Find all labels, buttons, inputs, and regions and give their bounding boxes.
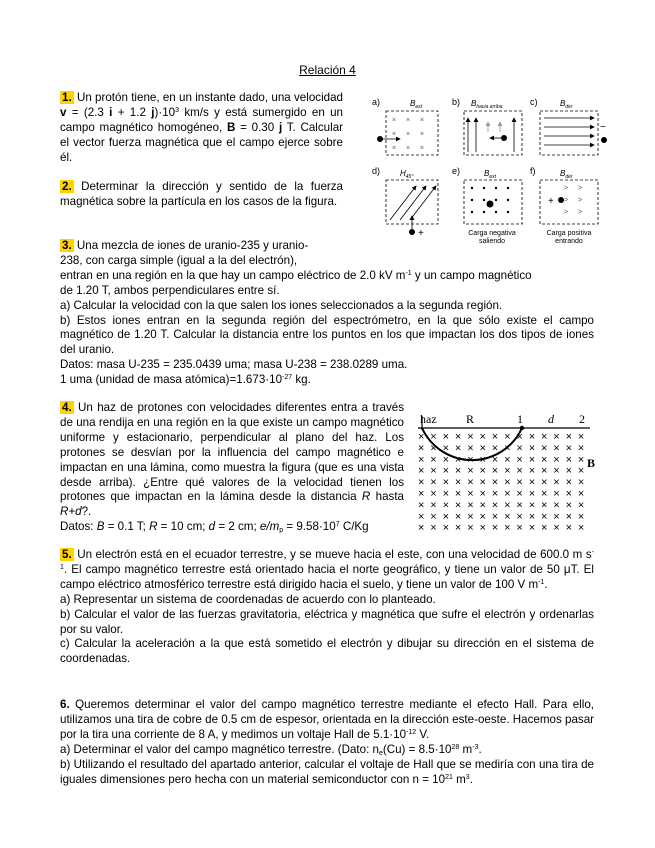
field-x-mark: × — [442, 488, 450, 500]
field-x-mark: × — [565, 510, 573, 523]
field-x-mark: × — [541, 476, 548, 489]
field-x-mark: × — [504, 442, 511, 455]
case-b-label: b) — [452, 97, 461, 107]
field-x-mark: × — [565, 488, 573, 500]
case-b-field-label: $B_{hacia arriba}$ — [471, 99, 503, 110]
field-x-mark: × — [504, 465, 511, 478]
field-x-mark: × — [454, 476, 462, 489]
case-c-label: c) — [530, 97, 538, 107]
field-x-mark: × — [541, 499, 548, 512]
field-x-mark: × — [454, 465, 462, 478]
field-x-mark: × — [577, 465, 585, 478]
svg-text:+: + — [418, 228, 424, 239]
svg-text:×: × — [406, 117, 411, 124]
field-x-mark: × — [442, 522, 450, 530]
field-x-mark: × — [541, 488, 548, 500]
field-x-mark: × — [454, 510, 462, 523]
field-x-mark: × — [479, 465, 486, 478]
field-x-mark: × — [442, 499, 450, 512]
field-x-mark: × — [504, 476, 511, 489]
field-x-mark: × — [565, 499, 573, 512]
field-x-mark: × — [467, 442, 474, 455]
field-x-mark: × — [528, 488, 536, 500]
field-x-mark: × — [541, 453, 548, 466]
field-x-mark: × — [491, 510, 499, 523]
field-x-mark: × — [528, 510, 536, 523]
field-x-mark: × — [442, 465, 450, 478]
label-B: B — [587, 456, 596, 470]
problem-number: 2. — [62, 180, 72, 193]
svg-text:>: > — [564, 209, 569, 216]
field-x-mark: × — [504, 488, 511, 500]
field-x-mark: × — [565, 431, 573, 443]
case-e-dots — [471, 187, 509, 213]
field-x-mark: × — [430, 431, 437, 443]
field-x-mark: × — [565, 465, 573, 478]
case-f-field-label: $B_{der}$ — [560, 169, 573, 180]
field-x-mark: × — [442, 510, 450, 523]
field-x-mark: × — [418, 465, 425, 478]
case-e-caption-1: Carga negativa — [468, 230, 516, 237]
case-a-field-label: $B_{ext}$ — [410, 99, 423, 110]
field-x-mark: × — [430, 453, 437, 466]
field-x-mark: × — [430, 499, 437, 512]
field-x-mark: × — [528, 465, 536, 478]
field-x-mark: × — [528, 453, 536, 466]
field-x-mark: × — [504, 431, 511, 443]
field-x-mark: × — [504, 453, 511, 466]
case-f-caption-2: entrando — [555, 238, 583, 245]
svg-text:>: > — [578, 185, 583, 192]
svg-text:−: − — [600, 122, 606, 133]
field-x-mark: × — [528, 442, 536, 455]
field-x-mark: × — [479, 453, 486, 466]
field-x-mark: × — [479, 510, 486, 523]
case-f-label: f) — [530, 166, 536, 176]
field-x-mark: × — [418, 488, 425, 500]
field-x-mark: × — [577, 431, 585, 443]
page-title: Relación 4 — [299, 63, 356, 77]
case-f-caption-1: Carga positiva — [546, 230, 592, 237]
field-x-mark: × — [467, 499, 474, 512]
field-x-mark: × — [553, 476, 560, 489]
field-x-mark: × — [553, 465, 560, 478]
field-x-mark: × — [577, 522, 585, 530]
impact-point-1 — [520, 426, 524, 430]
case-a-label: a) — [372, 97, 381, 107]
field-x-mark: × — [454, 453, 462, 466]
field-x-mark: × — [541, 442, 548, 455]
case-c-field-lines — [544, 118, 594, 145]
field-x-mark: × — [504, 499, 511, 512]
field-x-mark: × — [442, 442, 450, 455]
field-x-mark: × — [418, 431, 425, 443]
svg-text:×: × — [392, 145, 397, 152]
field-x-mark: × — [553, 522, 560, 530]
field-x-mark: × — [491, 488, 499, 500]
field-x-mark: × — [467, 488, 474, 500]
case-b-field-lines — [468, 118, 514, 152]
field-x-mark: × — [516, 476, 523, 489]
svg-text:×: × — [420, 145, 425, 152]
problem-2: 2. Determinar la dirección y sentido de la fuerza magnética sobre la partícula en los casos de la figura. — [60, 180, 343, 208]
field-x-mark: × — [491, 431, 499, 443]
svg-text:×: × — [392, 131, 397, 138]
field-x-mark: × — [467, 431, 474, 443]
field-x-mark: × — [430, 510, 437, 523]
field-x-mark: × — [442, 453, 450, 466]
label-d: d — [548, 412, 554, 426]
field-x-mark: × — [430, 476, 437, 489]
field-x-mark: × — [516, 465, 523, 478]
case-e-field-label: $B_{ext}$ — [484, 169, 497, 180]
problem-3: 3. Una mezcla de iones de uranio-235 y uranio- 238, con carga simple (igual a la del electrón), entran en una región en la que hay un campo eléctrico de 2.0 kV $m^{-1}$ y un campo magnético de 1.20 T, ambos perpendiculares entre sí. a) Calcular la velocidad con la que salen los iones seleccionados a la segunda región. b) Estos iones entran en la segunda región del espectrómetro, en la que sólo existe el campo magnético de 1.20 T. Calcular la distancia entre los puntos en los que impactan los dos tipos de iones del uranio. Datos: masa U-235 = 235.0439 uma; masa U-238 = 238.0289 uma. 1 uma (unidad de masa $atómica)=1.673\cdot 10^{-27}$ kg. — [60, 239, 594, 387]
case-e-caption-2: saliendo — [478, 238, 506, 245]
case-f-field-marks — [564, 185, 582, 216]
field-x-mark: × — [528, 476, 536, 489]
problem-number: 3. — [62, 239, 72, 252]
field-x-mark: × — [504, 522, 511, 530]
field-x-mark: × — [553, 488, 560, 500]
case-f-charge — [558, 197, 564, 203]
svg-text:×: × — [392, 117, 397, 124]
case-d-field-label: $H_{45^\circ}$ — [400, 169, 414, 180]
label-2: 2 — [579, 412, 585, 426]
field-x-mark: × — [577, 442, 585, 455]
field-x-mark: × — [418, 476, 425, 489]
field-x-mark: × — [491, 442, 499, 455]
field-x-mark: × — [418, 510, 425, 523]
problem-1: 1. Un protón tiene, en un instante dado, una velocidad v = (2.3 i + 1.2 $j)\cdot 10^3$ km/s y está sumergido en un campo magnético homogéneo, B = 0.30 j T. Calcular el vector fuerza magnética que el campo ejerce sobre él. — [60, 91, 344, 164]
field-x-mark: × — [491, 476, 499, 489]
problem-5: 5. Un electrón está en el ecuador terrestre, y se mueve hacia el este, con una velocidad de 600.0 m $s^{-1}$. El campo magnético terrestre está orientado hacia el norte geográfico, y tiene un valor de 50 μT. El campo eléctrico atmosférico terrestre está dirigido hacia el suelo, y tiene un valor de 100 V $m^{-1}$. a) Representar un sistema de coordenadas de acuerdo con lo planteado. b) Calcular el valor de las fuerzas gravitatoria, eléctrica y magnética que sufre el electrón y ordenarlas por su valor. c) Calcular la aceleración a la que está sometido el electrón y dibujar su dirección en el sistema de coordenadas. — [60, 548, 594, 666]
field-x-mark: × — [479, 431, 486, 443]
field-x-mark: × — [430, 488, 437, 500]
svg-text:>: > — [564, 197, 569, 204]
svg-text:×: × — [406, 131, 411, 138]
svg-text:×: × — [420, 131, 425, 138]
field-x-mark: × — [467, 510, 474, 523]
field-x-mark: × — [467, 453, 474, 466]
field-x-mark: × — [516, 453, 523, 466]
field-x-mark: × — [516, 522, 523, 530]
field-x-mark: × — [418, 442, 425, 455]
field-x-mark: × — [528, 522, 536, 530]
field-x-mark: × — [553, 499, 560, 512]
problem-number: 6. — [60, 698, 70, 711]
field-x-mark: × — [528, 499, 536, 512]
field-x-mark: × — [577, 510, 585, 523]
svg-text:×: × — [406, 145, 411, 152]
label-R: R — [466, 412, 475, 426]
field-x-mark: × — [454, 431, 462, 443]
field-x-mark: × — [565, 442, 573, 455]
case-d-label: d) — [372, 166, 381, 176]
field-x-mark: × — [553, 510, 560, 523]
svg-text:+: + — [548, 196, 554, 207]
figure-proton-beam — [410, 408, 600, 530]
field-x-mark: × — [577, 499, 585, 512]
field-x-mark: × — [479, 499, 486, 512]
problem-number: 5. — [62, 548, 72, 561]
case-a-x-marks — [392, 117, 424, 152]
case-d-field-lines — [390, 186, 436, 220]
svg-text:>: > — [578, 209, 583, 216]
field-x-marks — [418, 431, 584, 530]
field-x-mark: × — [467, 465, 474, 478]
case-e-label: e) — [452, 166, 461, 176]
field-x-mark: × — [479, 522, 486, 530]
field-x-mark: × — [467, 476, 474, 489]
label-1: 1 — [517, 412, 523, 426]
field-x-mark: × — [454, 442, 462, 455]
field-x-mark: × — [553, 442, 560, 455]
field-x-mark: × — [467, 522, 474, 530]
field-x-mark: × — [479, 476, 486, 489]
field-x-mark: × — [479, 442, 486, 455]
figure-magnetic-cases — [368, 92, 618, 252]
field-x-mark: × — [504, 510, 511, 523]
field-x-mark: × — [553, 431, 560, 443]
field-x-mark: × — [454, 488, 462, 500]
field-x-mark: × — [528, 431, 536, 443]
field-x-mark: × — [577, 453, 585, 466]
field-x-mark: × — [565, 522, 573, 530]
field-x-mark: × — [541, 431, 548, 443]
field-x-mark: × — [516, 510, 523, 523]
problem-6: 6. Queremos determinar el valor del campo magnético terrestre mediante el efecto Hall. Para ello, utilizamos una tira de cobre de 0.5 cm de espesor, orientada en la dirección este-oeste. Hacemos pasar por la tira una corriente de 8 A, y medimos un voltaje Hall de $5.1\cdot 10^{-12}$ V. a) Determinar el valor del campo magnético terrestre. (Dato: $n_e(Cu) = 8.5\cdot 10^{28}$ $m^{-3}$. b) Utilizando el resultado del apartado anterior, calcular el voltaje de Hall que se mediría con una tira de iguales dimensiones pero hecha con un material semiconductor con $n = 10^{21}$ $m^3$. — [60, 698, 594, 786]
field-x-mark: × — [553, 453, 560, 466]
field-x-mark: × — [442, 431, 450, 443]
field-x-mark: × — [454, 522, 462, 530]
svg-text:>: > — [578, 197, 583, 204]
problem-number: 4. — [62, 401, 72, 414]
problem-number: 1. — [62, 91, 72, 104]
svg-text:×: × — [420, 117, 425, 124]
field-x-mark: × — [516, 431, 523, 443]
field-x-mark: × — [418, 499, 425, 512]
field-x-mark: × — [541, 510, 548, 523]
field-x-mark: × — [577, 488, 585, 500]
field-x-mark: × — [430, 442, 437, 455]
field-x-mark: × — [454, 499, 462, 512]
field-x-mark: × — [442, 476, 450, 489]
field-x-mark: × — [491, 522, 499, 530]
field-x-mark: × — [565, 476, 573, 489]
field-x-mark: × — [516, 442, 523, 455]
field-x-mark: × — [479, 488, 486, 500]
field-x-mark: × — [516, 488, 523, 500]
field-x-mark: × — [516, 499, 523, 512]
case-e-charge — [487, 201, 494, 208]
field-x-mark: × — [541, 522, 548, 530]
case-c-field-label: $B_{der}$ — [560, 99, 573, 110]
field-x-mark: × — [491, 453, 499, 466]
svg-text:>: > — [564, 185, 569, 192]
field-x-mark: × — [418, 453, 425, 466]
field-x-mark: × — [491, 465, 499, 478]
problem-4: 4. Un haz de protones con velocidades diferentes entra a través de una rendija en una región en la que existe un campo magnético uniforme y estacionario, perpendicular al plano del haz. Los protones se desvían por la influencia del campo magnético e impactan en una lámina, como muestra la figura (que es una vista desde arriba). ¿Entre qué valores de la velocidad tienen los protones que impactan en la lámina desde la distancia R hasta R+d?. Datos: B = 0.1 T; R = 10 cm; d = 2 cm; $e/m_p = 9.58\cdot 10^7$ C/Kg — [60, 401, 404, 535]
case-c-charge — [601, 137, 607, 143]
field-x-mark: × — [565, 453, 573, 466]
field-x-mark: × — [577, 476, 585, 489]
label-haz: haz — [420, 412, 437, 426]
field-x-mark: × — [541, 465, 548, 478]
field-x-mark: × — [491, 499, 499, 512]
field-x-mark: × — [430, 465, 437, 478]
field-x-mark: × — [418, 522, 425, 530]
field-x-mark: × — [430, 522, 437, 530]
